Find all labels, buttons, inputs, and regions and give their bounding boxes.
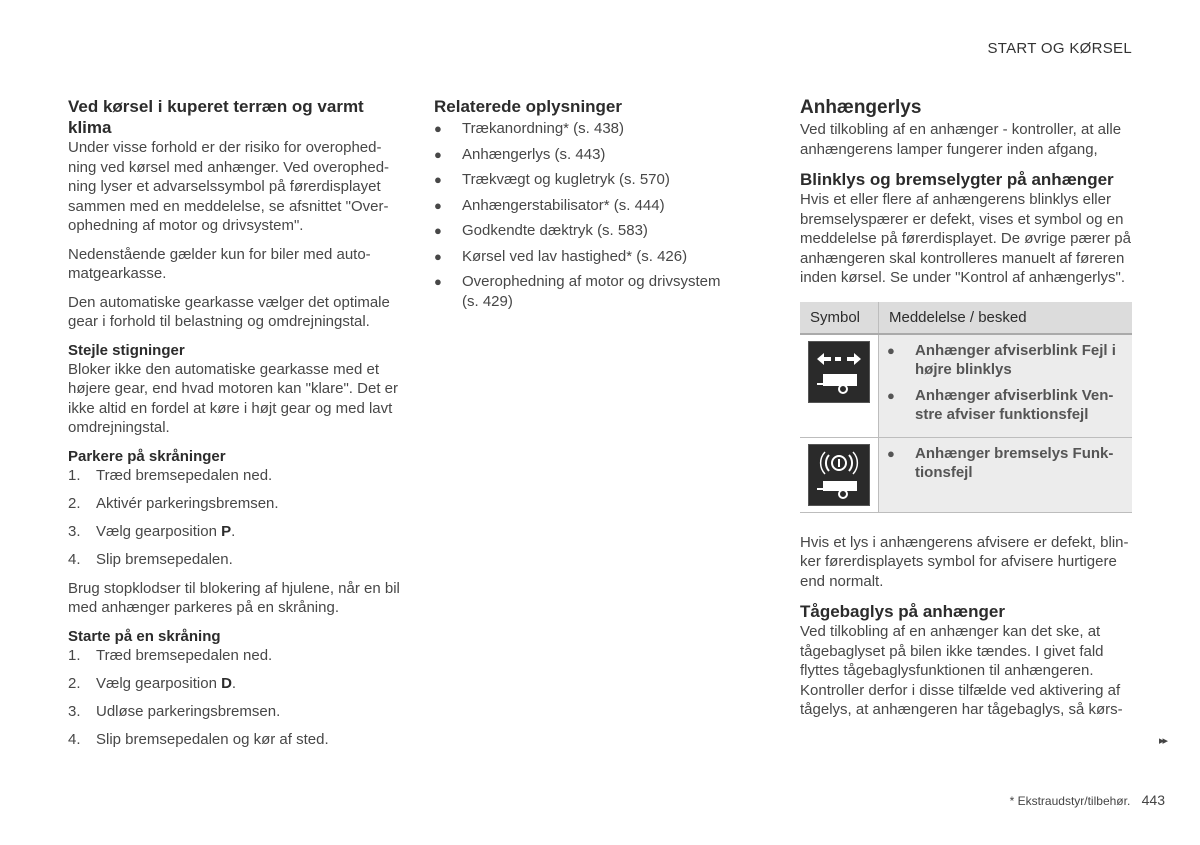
list-item: 3. Udløse parkeringsbremsen. [68, 702, 281, 720]
paragraph-fast-blink: Hvis et lys i anhængerens afvisere er defekt, blin-ker førerdisplayets symbol for afvisere hurtigere end normalt. [800, 533, 1129, 590]
table-row [800, 437, 1132, 512]
gear-position-d: D [221, 674, 232, 692]
list-item: 4. Slip bremsepedalen og kør af sted. [68, 730, 329, 748]
table-header-symbol: Symbol [800, 302, 879, 334]
list-item: 4. Slip bremsepedalen. [68, 550, 233, 568]
table-header-message: Meddelelse / besked [879, 302, 1133, 334]
page-footer [1010, 792, 1165, 808]
list-item: 1. Træd bremsepedalen ned. [68, 466, 273, 484]
heading-steep-inclines: Stejle stigninger [68, 341, 185, 359]
trailer-turn-signal-icon [808, 341, 870, 403]
page-number: 443 [1141, 792, 1165, 808]
message-item: ● Anhænger bremselys Funk-tionsfejl [887, 444, 1114, 481]
message-list [887, 341, 1124, 425]
heading-trailer-lights: Anhængerlys [800, 97, 922, 118]
list-item: 2. Aktivér parkeringsbremsen. [68, 494, 279, 512]
paragraph-steep-inclines: Bloker ikke den automatiske gearkasse med et højere gear, end hvad motoren kan "klare". Det er ikke altid en fordel at køre i højt gear og med lavt omdrejningstal. [68, 360, 398, 436]
paragraph-trailer-intro: Ved tilkobling af en anhænger - kontroller, at alle anhængerens lamper fungerer inden afgang, [800, 121, 1122, 158]
section-header: START OG KØRSEL [987, 40, 1132, 57]
column-left [68, 96, 403, 759]
list-item: 1. Træd bremsepedalen ned. [68, 646, 273, 664]
column-middle [434, 96, 734, 317]
paragraph-turn-brake-lights: Hvis et eller flere af anhængerens blinklys eller bremselyspærer er defekt, vises et symbol og en meddelelse på førerdisplayet. De øvrige pærer på anhængeren skal kontrolleres manuelt af føreren inden kørsel. Se under "Kontrol af anhængerlys". [800, 191, 1131, 286]
related-link-item[interactable]: ● Trækanordning* (s. 438) [434, 120, 625, 137]
paragraph-gearbox: Den automatiske gearkasse vælger det optimale gear i forhold til belastning og omdrejningstal. [68, 293, 390, 330]
related-link-item[interactable]: ● Godkendte dæktryk (s. 583) [434, 222, 648, 239]
footnote-accessory: * Ekstraudstyr/tilbehør. [1009, 794, 1131, 808]
list-item: 2. Vælg gearposition D. [68, 674, 237, 692]
related-link-item[interactable]: ● Anhængerstabilisator* (s. 444) [434, 196, 665, 214]
paragraph-fog-light: Ved tilkobling af en anhænger kan det ske, at tågebaglyset på bilen ikke tændes. I givet fald flyttes tågebaglysfunktionen til anhængeren. Kontroller derfor i disse tilfælde ved aktivering af tågelys, at anhængeren har tågebaglys, så kørs- [800, 623, 1123, 718]
message-list [887, 444, 1124, 483]
column-right [800, 96, 1132, 729]
heading-parking-slopes: Parkere på skråninger [68, 447, 226, 465]
message-item: ● Anhænger afviserblink Fejl i højre blinklys [887, 341, 1116, 378]
paragraph-wheel-chocks: Brug stopklodser til blokering af hjulene, når en bil med anhænger parkeres på en skråning. [68, 579, 400, 616]
paragraph-overheating: Under visse forhold er der risiko for overophed-ning ved kørsel med anhænger. Ved overophed-ning lyser et advarselssymbol på førerdisplayet sammen med en meddelelse, se afsnittet "Over-ophedning af motor og drivsystem". [68, 139, 390, 234]
heading-related-info: Relaterede oplysninger [434, 97, 623, 116]
trailer-brake-light-icon [808, 444, 870, 506]
related-links-list [434, 119, 734, 311]
start-steps-list [68, 646, 403, 749]
gear-position-p: P [221, 522, 232, 540]
related-link-item[interactable]: ● Trækvægt og kugletryk (s. 570) [434, 171, 670, 188]
parking-steps-list [68, 466, 403, 569]
paragraph-automatic-only: Nedenstående gælder kun for biler med auto-matgearkasse. [68, 245, 371, 282]
related-link-item[interactable]: ● Anhængerlys (s. 443) [434, 145, 606, 163]
message-item: ● Anhænger afviserblink Ven-stre afviser funktionsfejl [887, 386, 1114, 423]
heading-start-on-slope: Starte på en skråning [68, 627, 221, 645]
table-row [800, 334, 1132, 438]
related-link-item[interactable]: ● Kørsel ved lav hastighed* (s. 426) [434, 247, 688, 265]
heading-hilly-terrain: Ved kørsel i kuperet terræn og varmt klima [68, 97, 364, 137]
list-item: 3. Vælg gearposition P. [68, 522, 236, 540]
continue-arrows-icon: ▸▸ [1158, 735, 1166, 747]
symbol-message-table [800, 302, 1132, 513]
heading-fog-light: Tågebaglys på anhænger [800, 602, 1005, 621]
related-link-item[interactable]: ● Overophedning af motor og drivsystem (s. 429) [434, 273, 721, 310]
heading-turn-brake-lights: Blinklys og bremselygter på anhænger [800, 170, 1114, 189]
